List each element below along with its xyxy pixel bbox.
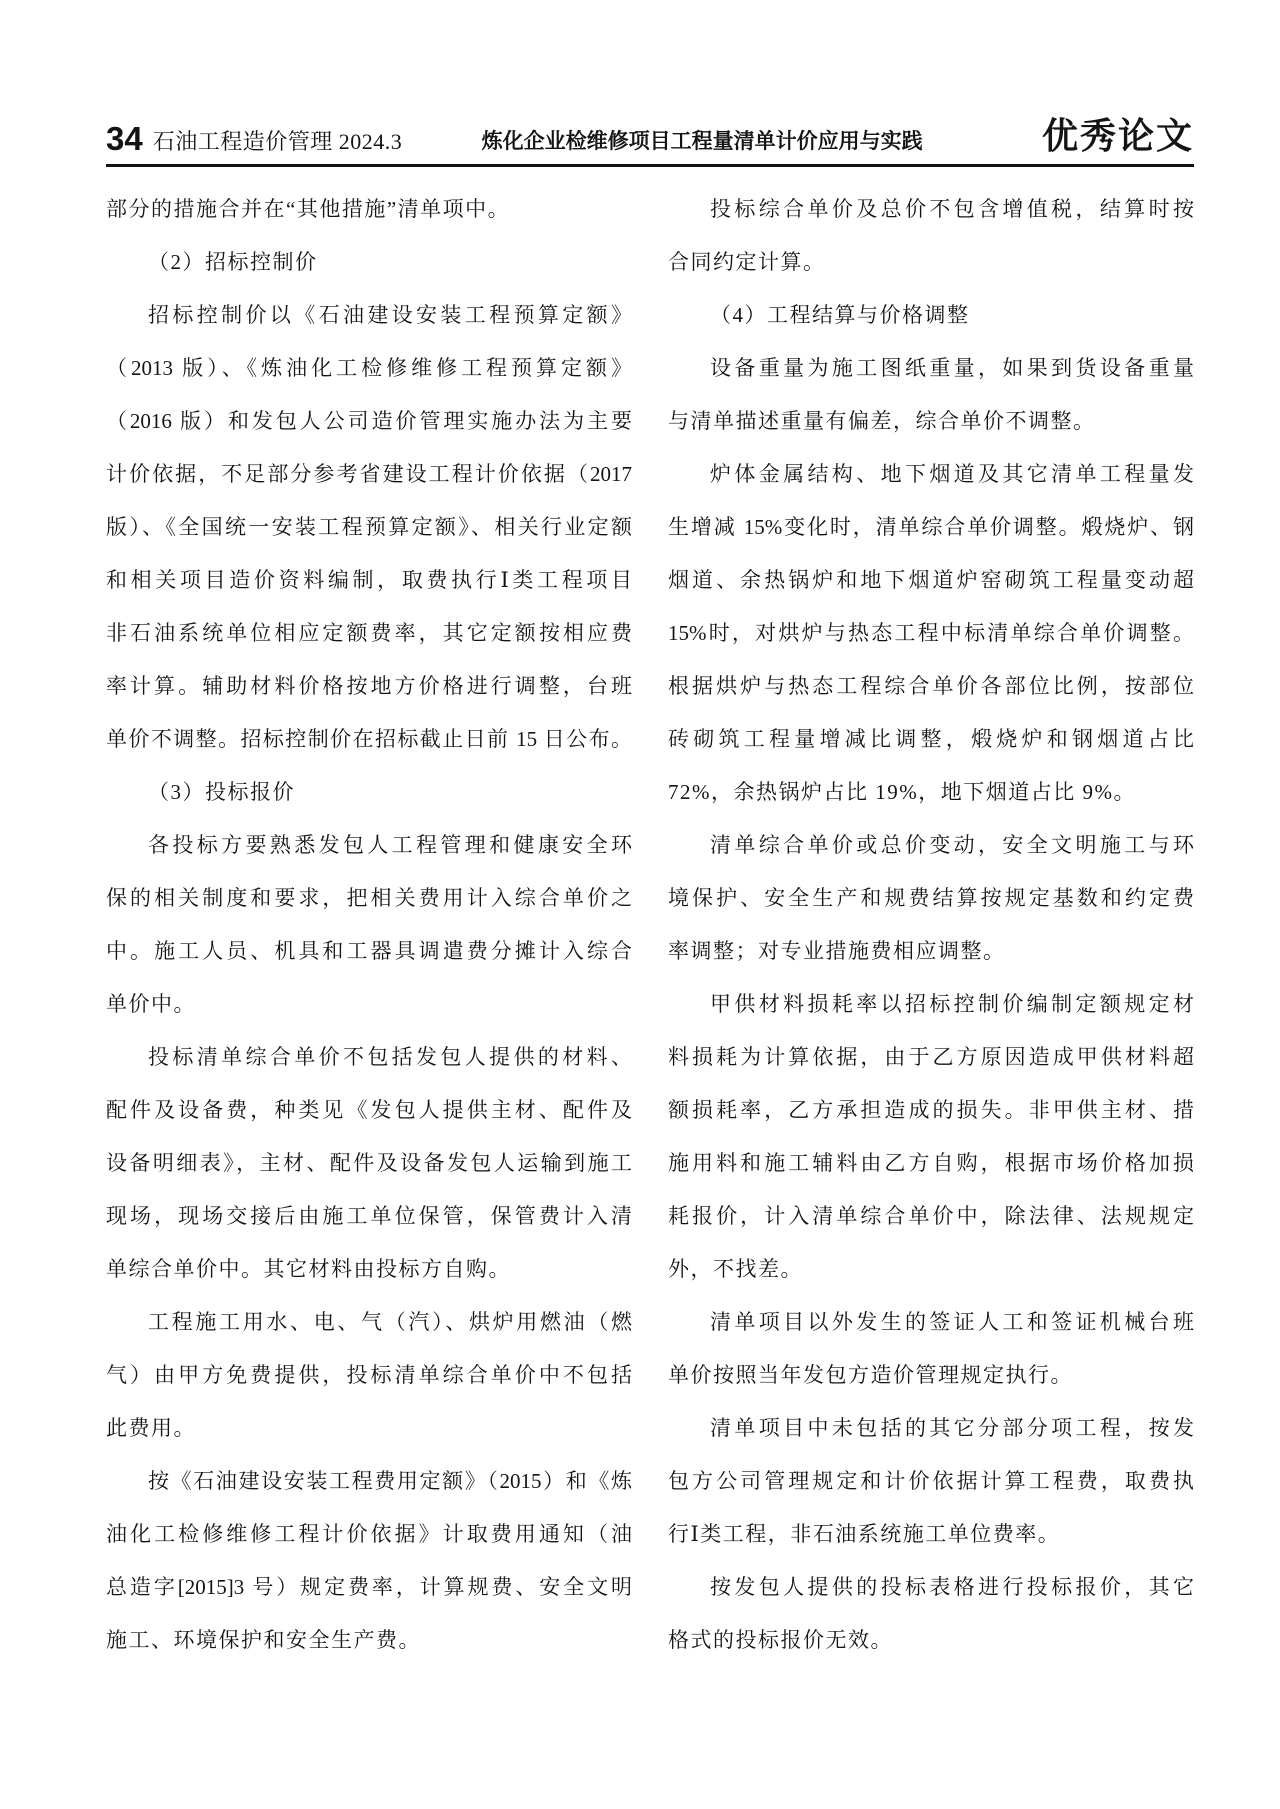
column-left	[106, 183, 632, 1667]
column-right	[668, 183, 1194, 1667]
text-line: 按《石油建设安装工程费用定额》（2015）和《炼	[148, 1469, 632, 1493]
page-number: 34	[106, 119, 143, 157]
text-line: 清单项目以外发生的签证人工和签证机械台班	[710, 1310, 1194, 1334]
text-line: 根据烘炉与热态工程综合单价各部位比例，按部位	[668, 674, 1194, 698]
text-line: 部分的措施合并在“其他措施”清单项中。	[106, 197, 511, 221]
text-line: 版）、《全国统一安装工程预算定额》、相关行业定额	[106, 515, 632, 539]
text-line: 外，不找差。	[668, 1257, 803, 1281]
text-line: 料损耗为计算依据，由于乙方原因造成甲供材料超	[668, 1045, 1194, 1069]
text-line: 额损耗率，乙方承担造成的损失。非甲供主材、措	[668, 1098, 1194, 1122]
text-line: 配件及设备费，种类见《发包人提供主材、配件及	[106, 1098, 632, 1122]
text-line: 保的相关制度和要求，把相关费用计入综合单价之	[106, 886, 632, 910]
running-title: 炼化企业检维修项目工程量清单计价应用与实践	[481, 129, 923, 153]
text-line: 15%时，对烘炉与热态工程中标清单综合单价调整。	[668, 621, 1194, 645]
text-line: 与清单描述重量有偏差，综合单价不调整。	[668, 409, 1096, 433]
text-line: 甲供材料损耗率以招标控制价编制定额规定材	[710, 992, 1194, 1016]
text-line: （2016 版）和发包人公司造价管理实施办法为主要	[106, 409, 632, 433]
text-line: 境保护、安全生产和规费结算按规定基数和约定费	[668, 886, 1194, 910]
text-line: 投标清单综合单价不包括发包人提供的材料、	[148, 1045, 632, 1069]
text-line: 单价按照当年发包方造价管理规定执行。	[668, 1363, 1073, 1387]
text-line: 施用料和施工辅料由乙方自购，根据市场价格加损	[668, 1151, 1194, 1175]
text-line: 工程施工用水、电、气（汽）、烘炉用燃油（燃	[148, 1310, 632, 1334]
text-line: 设备明细表》，主材、配件及设备发包人运输到施工	[106, 1151, 632, 1175]
text-line: 烟道、余热锅炉和地下烟道炉窑砌筑工程量变动超	[668, 568, 1194, 592]
text-line: 率调整；对专业措施费相应调整。	[668, 939, 1006, 963]
text-line: 施工、环境保护和安全生产费。	[106, 1628, 421, 1652]
text-line: 现场，现场交接后由施工单位保管，保管费计入清	[106, 1204, 632, 1228]
text-line: 72%，余热锅炉占比 19%，地下烟道占比 9%。	[668, 780, 1136, 804]
text-line: 非石油系统单位相应定额费率，其它定额按相应费	[106, 621, 632, 645]
text-line: 总造字[2015]3 号）规定费率，计算规费、安全文明	[106, 1575, 632, 1599]
text-line: 炉体金属结构、地下烟道及其它清单工程量发	[710, 462, 1194, 486]
page-header	[106, 0, 1194, 167]
text-line: 和相关项目造价资料编制，取费执行Ⅰ类工程项目	[106, 568, 632, 592]
text-line: 行Ⅰ类工程，非石油系统施工单位费率。	[668, 1522, 1061, 1546]
text-line: 生增减 15%变化时，清单综合单价调整。煅烧炉、钢	[668, 515, 1194, 539]
text-line: 率计算。辅助材料价格按地方价格进行调整，台班	[106, 674, 632, 698]
text-line: 投标综合单价及总价不包含增值税，结算时按	[710, 197, 1194, 221]
text-line: （3）投标报价	[148, 780, 295, 804]
text-line: （2013 版）、《炼油化工检修维修工程预算定额》	[106, 356, 632, 380]
text-line: 此费用。	[106, 1416, 196, 1440]
text-line: （4）工程结算与价格调整	[710, 303, 970, 327]
text-line: 气）由甲方免费提供，投标清单综合单价中不包括	[106, 1363, 632, 1387]
text-line: （2）招标控制价	[148, 250, 318, 274]
text-line: 油化工检修维修工程计价依据》计取费用通知（油	[106, 1522, 632, 1546]
text-line: 单综合单价中。其它材料由投标方自购。	[106, 1257, 511, 1281]
text-line: 单价中。	[106, 992, 196, 1016]
text-line: 单价不调整。招标控制价在招标截止日前 15 日公布。	[106, 727, 632, 751]
text-line: 按发包人提供的投标表格进行投标报价，其它	[710, 1575, 1194, 1599]
text-line: 包方公司管理规定和计价依据计算工程费，取费执	[668, 1469, 1194, 1493]
text-line: 合同约定计算。	[668, 250, 826, 274]
text-line: 各投标方要熟悉发包人工程管理和健康安全环	[148, 833, 632, 857]
text-line: 设备重量为施工图纸重量，如果到货设备重量	[710, 356, 1194, 380]
journal-info	[106, 119, 403, 157]
text-line: 清单项目中未包括的其它分部分项工程，按发	[710, 1416, 1194, 1440]
award-badge: 优秀论文	[1041, 115, 1194, 156]
journal-name: 石油工程造价管理 2024.3	[152, 128, 403, 154]
text-line: 招标控制价以《石油建设安装工程预算定额》	[148, 303, 632, 327]
text-line: 耗报价，计入清单综合单价中，除法律、法规规定	[668, 1204, 1194, 1228]
text-line: 格式的投标报价无效。	[668, 1628, 893, 1652]
page-body	[106, 183, 1194, 1667]
text-line: 计价依据，不足部分参考省建设工程计价依据（2017	[106, 462, 632, 486]
text-line: 清单综合单价或总价变动，安全文明施工与环	[710, 833, 1194, 857]
text-line: 砖砌筑工程量增减比调整，煅烧炉和钢烟道占比	[668, 727, 1194, 751]
text-line: 中。施工人员、机具和工器具调遣费分摊计入综合	[106, 939, 632, 963]
